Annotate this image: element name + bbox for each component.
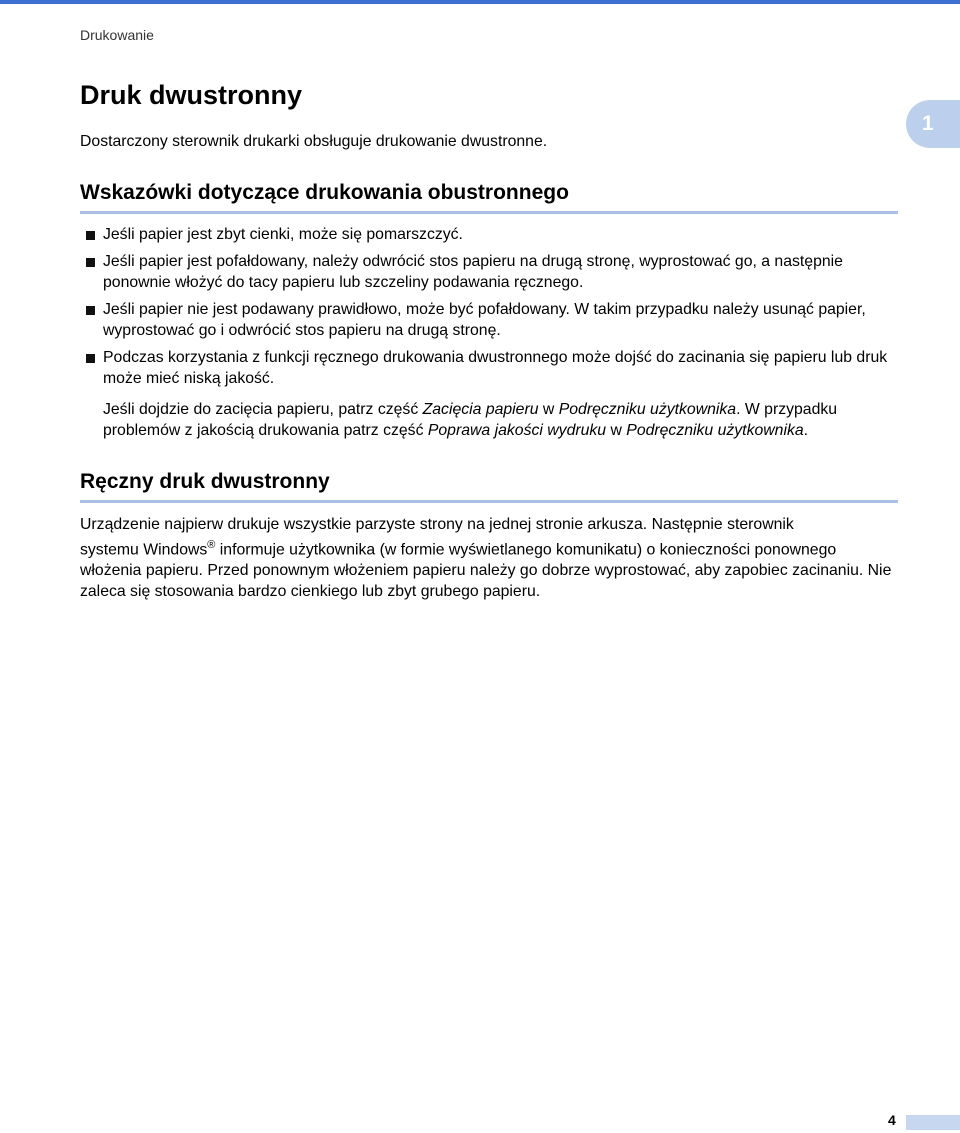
reference-link: Zacięcia papieru: [422, 401, 539, 418]
paragraph-line: Urządzenie najpierw drukuje wszystkie parzyste strony na jednej stronie arkusza. Następnie sterownik: [80, 516, 794, 533]
reference-link: Podręczniku użytkownika: [558, 401, 737, 418]
page-number: 4: [888, 1112, 896, 1128]
list-item: [80, 251, 900, 293]
list-item-text: Jeśli papier jest pofałdowany, należy odwrócić stos papieru na drugą stronę, wyprostować go, a następnie ponownie włożyć do tacy papieru lub szczeliny podawania ręcznego.: [103, 253, 843, 291]
note-text: w: [538, 401, 559, 418]
paragraph-text: informuje użytkownika (w formie wyświetlanego komunikatu) o konieczności ponownego włożenia papieru. Przed ponownym włożeniem papieru należy go dobrze wyprostować, aby zapobiec zacinaniu. Nie zaleca się stosowania bardzo cienkiego lub zbyt grubego papieru.: [80, 541, 892, 601]
registered-mark: ®: [207, 539, 216, 551]
note-text: . W przypadku problemów z jakością drukowania patrz część: [103, 401, 838, 439]
square-bullet-icon: [86, 306, 95, 315]
list-item-text: Jeśli papier nie jest podawany prawidłowo, może być pofałdowany. W takim przypadku należy usunąć papier, wyprostować go i odwrócić stos papieru na drugą stronę.: [103, 301, 866, 339]
note-text: w: [606, 422, 627, 439]
section-heading-manual-duplex: Ręczny druk dwustronny: [80, 470, 330, 493]
page-tab: [906, 1115, 960, 1130]
square-bullet-icon: [86, 231, 95, 240]
list-item-text: Podczas korzystania z funkcji ręcznego drukowania dwustronnego może dojść do zacinania się papieru lub druk może mieć niską jakość.: [103, 349, 888, 387]
list-item: [80, 224, 900, 245]
section-rule: [80, 211, 898, 214]
chapter-tab: 1: [906, 100, 960, 148]
reference-link: Poprawa jakości wydruku: [427, 422, 607, 439]
section-heading-tips: Wskazówki dotyczące drukowania obustronnego: [80, 181, 569, 204]
running-header: Drukowanie: [80, 27, 154, 43]
square-bullet-icon: [86, 258, 95, 267]
section-rule: [80, 500, 898, 503]
intro-paragraph: Dostarczony sterownik drukarki obsługuje drukowanie dwustronne.: [80, 133, 548, 150]
list-item: [80, 299, 900, 341]
reference-link: Podręczniku użytkownika: [626, 422, 804, 439]
list-item: [80, 347, 900, 389]
manual-duplex-paragraph: [80, 514, 900, 602]
note-text: .: [803, 422, 809, 439]
top-rule: [0, 0, 960, 4]
page-title: Druk dwustronny: [80, 80, 303, 110]
note-paragraph: [103, 399, 903, 441]
square-bullet-icon: [86, 354, 95, 363]
tips-list: [80, 224, 900, 395]
paragraph-text: systemu Windows: [80, 541, 208, 559]
note-text: Jeśli dojdzie do zacięcia papieru, patrz część: [103, 401, 423, 418]
list-item-text: Jeśli papier jest zbyt cienki, może się pomarszczyć.: [103, 226, 463, 243]
